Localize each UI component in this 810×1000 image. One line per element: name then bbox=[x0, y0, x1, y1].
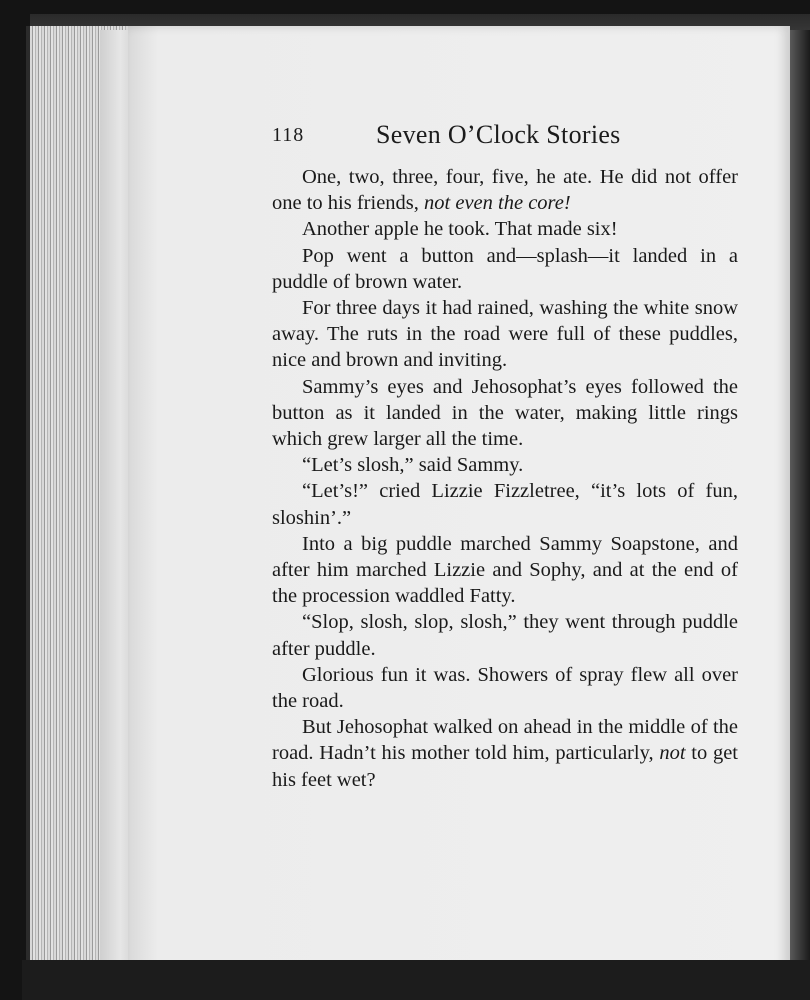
book-right-edge bbox=[790, 30, 810, 970]
paragraph-text: “Let’s slosh,” said Sammy. bbox=[302, 454, 524, 477]
paragraph-text: Into a big puddle marched Sammy Soapstone, and after him marched Lizzie and Sophy, and at the end of the procession waddled Fatty. bbox=[272, 532, 738, 608]
paragraph bbox=[272, 531, 738, 610]
paragraph bbox=[272, 714, 738, 793]
book-cover-bottom-edge bbox=[22, 960, 810, 1000]
paragraph bbox=[272, 374, 738, 453]
paragraph-text: “Let’s!” cried Lizzie Fizzletree, “it’s lots of fun, sloshin’.” bbox=[272, 480, 738, 529]
italic-text: not even the core! bbox=[424, 192, 571, 215]
paragraph-text: Glorious fun it was. Showers of spray flew all over the road. bbox=[272, 663, 738, 713]
paragraph bbox=[272, 295, 738, 374]
paragraph-text: Pop went a button and—splash—it landed in a puddle of brown water. bbox=[272, 244, 738, 293]
paragraph bbox=[272, 164, 738, 216]
paragraph bbox=[272, 478, 738, 530]
paragraph-text: But Jehosophat walked on ahead in the middle of the road. Hadn’t his mother told him, particularly, bbox=[272, 716, 738, 765]
page-number: 118 bbox=[272, 124, 305, 146]
paragraph-text: Another apple he took. That made six! bbox=[302, 218, 618, 241]
paragraph-text: to get his feet wet? bbox=[272, 742, 739, 791]
running-title: Seven O’Clock Stories bbox=[376, 120, 621, 149]
paragraph-text: Sammy’s eyes and Jehosophat’s eyes followed the button as it landed in the water, making little rings which grew larger all the time. bbox=[272, 375, 738, 451]
italic-text: not bbox=[659, 742, 686, 765]
paragraph-text: One, two, three, four, five, he ate. He did not offer one to his friends, bbox=[272, 166, 738, 215]
paragraph bbox=[272, 452, 738, 478]
body-text bbox=[272, 164, 738, 793]
paragraph bbox=[272, 243, 738, 295]
paragraph bbox=[272, 662, 738, 714]
paragraph bbox=[272, 216, 738, 242]
paragraph bbox=[272, 609, 738, 661]
running-header bbox=[272, 120, 742, 154]
paragraph-text: For three days it had rained, washing the white snow away. The ruts in the road were full of these puddles, nice and brown and inviting. bbox=[272, 297, 738, 372]
paragraph-text: “Slop, slosh, slop, slosh,” they went through puddle after puddle. bbox=[272, 611, 738, 660]
